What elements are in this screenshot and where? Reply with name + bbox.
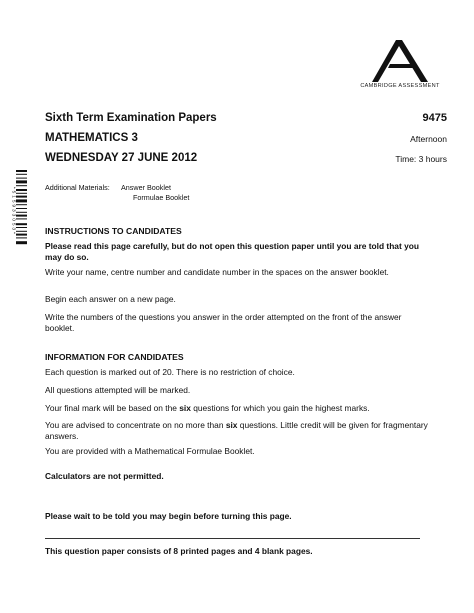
subject-title: MATHEMATICS 3 [45, 132, 138, 144]
material-item: Formulae Booklet [133, 193, 190, 202]
information-item: Each question is marked out of 20. There is no restriction of choice. [45, 367, 295, 377]
instruction-item: Write the numbers of the questions you answer in the order attempted on the front of the answer booklet. [45, 312, 402, 333]
instructions-heading: INSTRUCTIONS TO CANDIDATES [45, 226, 182, 236]
barcode-digits: * 5 1 5 9 3 3 0 5 3 * [10, 186, 16, 235]
paper-code: 9475 [422, 112, 447, 124]
series-title: Sixth Term Examination Papers [45, 112, 217, 124]
exam-date: WEDNESDAY 27 JUNE 2012 [45, 152, 198, 164]
material-item: Answer Booklet [121, 183, 171, 192]
time-allowed: Time: 3 hours [395, 154, 447, 164]
instructions-warning: Please read this page carefully, but do not open this question paper until you are told that you may do so. [45, 241, 419, 262]
page-count-note: This question paper consists of 8 printed pages and 4 blank pages. [45, 546, 313, 556]
materials-list [121, 183, 189, 203]
information-item: All questions attempted will be marked. [45, 385, 191, 395]
calculators-note: Calculators are not permitted. [45, 471, 164, 481]
wait-notice: Please wait to be told you may begin before turning this page. [45, 511, 292, 521]
booklet-note: You are provided with a Mathematical Formulae Booklet. [45, 446, 255, 456]
footer-divider [45, 538, 420, 539]
final-mark-note: Your final mark will be based on the six questions for which you gain the highest marks. [45, 403, 370, 413]
cambridge-a-icon [362, 38, 438, 84]
concentrate-note: You are advised to concentrate on no more than six questions. Little credit will be given for fragmentary answers. [45, 420, 428, 441]
information-heading: INFORMATION FOR CANDIDATES [45, 352, 184, 362]
instruction-item: Write your name, centre number and candidate number in the spaces on the answer booklet. [45, 267, 389, 277]
barcode [6, 170, 28, 258]
materials-label: Additional Materials: [45, 183, 110, 192]
session-label: Afternoon [410, 134, 447, 144]
logo-name: CAMBRIDGE ASSESSMENT [360, 83, 440, 89]
instruction-item: Begin each answer on a new page. [45, 294, 176, 304]
